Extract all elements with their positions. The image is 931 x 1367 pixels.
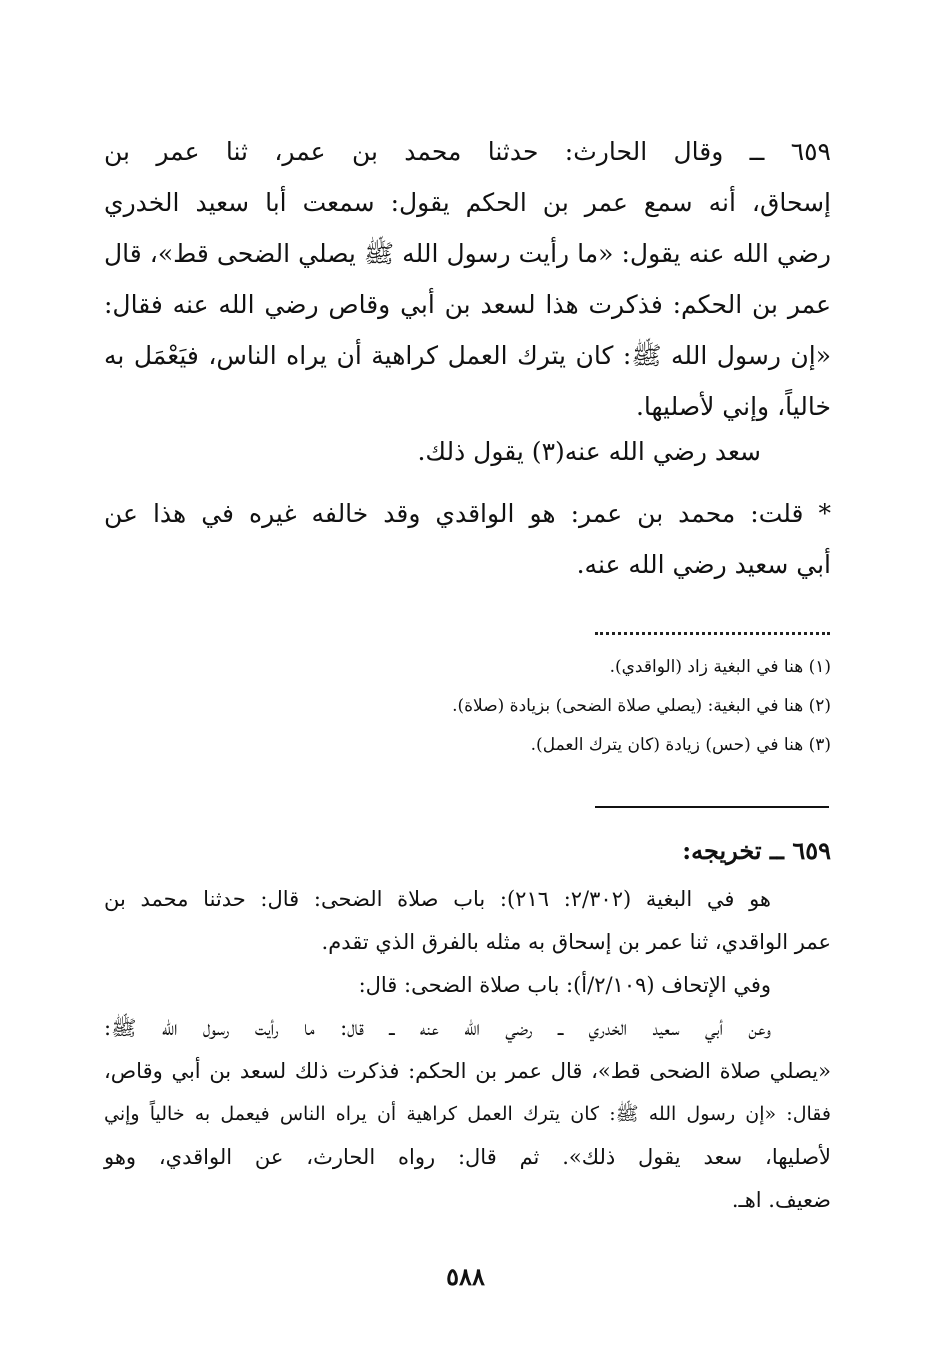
takhrij-line: ضعيف. اهـ. [731,1188,831,1212]
takhrij-line: وعن أبي سعيد الخدري ــ رضي الله عنه ــ قال: ما رأيت رسول الله ﷺ: [104,1016,771,1040]
page-number: ٥٨٨ [446,1262,485,1291]
footnote-1: (١) هنا في البغية زاد (الواقدي). [609,657,831,677]
saad-text: سعد رضي الله عنه(٣) يقول ذلك. [417,437,761,466]
takhrij-text [104,878,831,1222]
hadith-line: رضي الله عنه يقول: «ما رأيت رسول الله ﷺ يصلي الضحى قط»، قال [104,239,831,268]
hadith-line: ٦٥٩ ــ وقال الحارث: حدثنا محمد بن عمر، ثنا عمر بن [104,137,831,166]
footnote-2: (٢) هنا في البغية: (يصلي صلاة الضحى) بزيادة (صلاة). [452,696,831,716]
qult-line: أبي سعيد رضي الله عنه. [576,550,831,579]
saad-line [104,426,831,477]
hadith-line: إسحاق، أنه سمع عمر بن الحكم يقول: سمعت أبا سعيد الخدري [104,188,831,217]
takhrij-line: لأصليها، سعد يقول ذلك». ثم قال: رواه الحارث، عن الواقدي، وهو [104,1145,831,1169]
footnotes [104,655,831,772]
takhrij-line: عمر الواقدي، ثنا عمر بن إسحاق به مثله بالفرق الذي تقدم. [321,930,831,954]
takhrij-line: وفي الإتحاف (٢/١٠٩/أ): باب صلاة الضحى: قال: [358,973,771,997]
hadith-line: خالياً، وإني لأصليها. [635,392,831,421]
hadith-line: «إن رسول الله ﷺ: كان يترك العمل كراهية أن يراه الناس، فيَعْمَل به [104,341,831,370]
takhrij-line: هو في البغية (٢/٣٠٢: ٢١٦): باب صلاة الضحى: قال: حدثنا محمد بن [104,887,771,911]
hadith-line: عمر بن الحكم: فذكرت هذا لسعد بن أبي وقاص رضي الله عنه فقال: [104,290,831,319]
footnote-separator [595,628,830,635]
qult-line: * قلت: محمد بن عمر: هو الواقدي وقد خالفه غيره في هذا عن [104,499,831,528]
hadith-text [104,126,831,432]
takhrij-line: فقال: «إن رسول الله ﷺ: كان يترك العمل كراهية أن يراه الناس فيعمل به خالياً وإني [104,1103,831,1125]
takhrij-line: «يصلي صلاة الضحى قط»، قال عمر بن الحكم: فذكرت ذلك لسعد بن أبي وقاص، [104,1059,831,1083]
takhrij-title: ٦٥٩ ــ تخريجه: [682,836,831,865]
qult-comment [104,488,831,590]
section-rule [595,806,829,808]
footnote-3: (٣) هنا في (حس) زيادة (كان يترك العمل). [530,735,831,755]
